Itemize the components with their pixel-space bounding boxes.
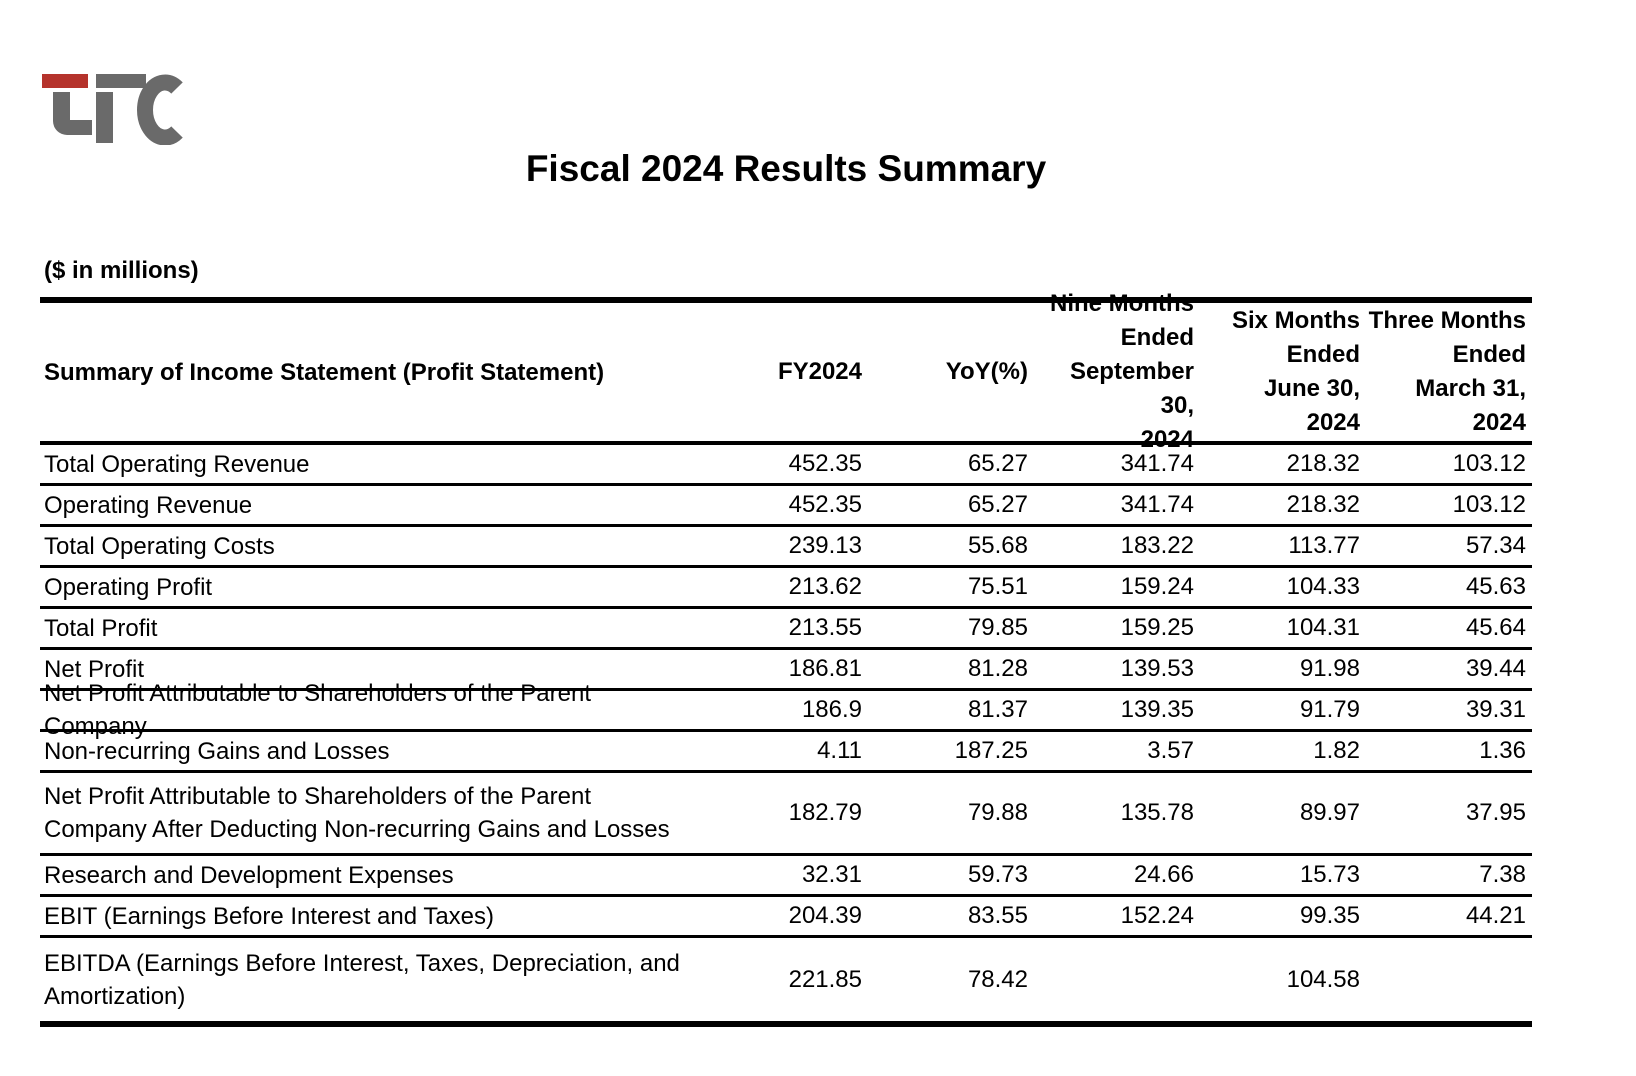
cell-value: 139.35 [1120, 696, 1194, 723]
lfc-logo [40, 72, 193, 145]
cell-value: 135.78 [1120, 799, 1194, 826]
column-header [868, 355, 1034, 389]
cell-value: 81.37 [967, 696, 1028, 723]
table-row [40, 773, 1532, 856]
cell-value: 65.27 [967, 450, 1028, 477]
column-header [702, 355, 868, 389]
cell-value: 32.31 [801, 861, 862, 888]
cell-value: 113.77 [1288, 532, 1360, 559]
cell-value: 152.24 [1120, 902, 1194, 929]
cell-value: 99.35 [1299, 902, 1360, 929]
row-label: Operating Profit [44, 573, 213, 601]
column-header-line: FY2024 [777, 358, 862, 385]
cell-value: 37.95 [1465, 799, 1526, 826]
column-header-line: Nine Months [1050, 290, 1194, 317]
cell-value: 3.57 [1147, 737, 1194, 764]
row-label: Total Profit [44, 614, 158, 642]
column-header-line: 2024 [1140, 426, 1194, 453]
table-row [40, 897, 1532, 938]
units-note: ($ in millions) [44, 257, 199, 284]
cell-value: 218.32 [1286, 491, 1360, 518]
cell-value: 83.55 [967, 902, 1028, 929]
cell-value: 182.79 [788, 799, 862, 826]
column-header-line: YoY(%) [945, 358, 1028, 385]
cell-value: 81.28 [967, 655, 1028, 682]
column-header-line: Ended [1120, 324, 1194, 351]
cell-value: 39.31 [1465, 696, 1526, 723]
cell-value: 452.35 [788, 491, 862, 518]
cell-value: 79.85 [967, 614, 1028, 641]
page-title: Fiscal 2024 Results Summary [525, 148, 1047, 189]
row-label: Non-recurring Gains and Losses [44, 737, 390, 765]
cell-value: 44.21 [1465, 902, 1526, 929]
cell-value: 65.27 [967, 491, 1028, 518]
column-header-line: September 30, [1069, 358, 1194, 419]
cell-value: 186.81 [788, 655, 862, 682]
cell-value: 159.25 [1120, 614, 1194, 641]
cell-value: 104.31 [1286, 614, 1360, 641]
cell-value: 139.53 [1120, 655, 1194, 682]
income-statement-table [40, 290, 1532, 1027]
cell-value: 91.79 [1299, 696, 1360, 723]
cell-value: 452.35 [788, 450, 862, 477]
cell-value: 204.39 [788, 902, 862, 929]
column-header-line: 2024 [1306, 409, 1360, 436]
cell-value: 45.64 [1465, 614, 1526, 641]
table-header-row [40, 290, 1532, 453]
cell-value: 187.25 [954, 737, 1028, 764]
cell-value: 213.62 [788, 573, 862, 600]
column-header [1200, 304, 1366, 440]
column-header-line: Six Months [1231, 307, 1360, 334]
cell-value: 91.98 [1299, 655, 1360, 682]
column-header-line: March 31, [1415, 375, 1526, 402]
column-header-line: 2024 [1472, 409, 1526, 436]
cell-value: 4.11 [817, 737, 862, 764]
cell-value: 103.12 [1452, 450, 1526, 477]
table-row [40, 445, 1532, 486]
cell-value: 341.74 [1120, 450, 1194, 477]
lfc-logo-icon [40, 72, 193, 145]
table-row [40, 856, 1532, 897]
column-header-line: Ended [1452, 341, 1526, 368]
table-row [40, 568, 1532, 609]
cell-value: 78.42 [967, 965, 1028, 993]
row-label: Research and Development Expenses [44, 861, 454, 889]
cell-value: 159.24 [1120, 573, 1194, 600]
table-body [40, 445, 1532, 1021]
cell-value: 183.22 [1120, 532, 1194, 559]
cell-value: 1.82 [1313, 737, 1360, 764]
row-label: Net Profit Attributable to Shareholders of the Parent Company After Deducting Non-recurring Gains and Losses [44, 783, 670, 843]
column-header [1034, 287, 1200, 457]
cell-value: 104.58 [1286, 965, 1360, 993]
row-label: Net Profit [44, 655, 145, 683]
cell-value: 341.74 [1120, 491, 1194, 518]
cell-value: 213.55 [788, 614, 862, 641]
column-header-line: Ended [1286, 341, 1360, 368]
row-label: Total Operating Costs [44, 532, 275, 560]
cell-value: 39.44 [1465, 655, 1526, 682]
cell-value: 59.73 [967, 861, 1028, 888]
row-label: EBITDA (Earnings Before Interest, Taxes, Depreciation, and Amortization) [44, 949, 680, 1010]
row-label: Operating Revenue [44, 491, 253, 519]
cell-value: 1.36 [1479, 737, 1526, 764]
table-row [40, 938, 1532, 1021]
cell-value: 103.12 [1452, 491, 1526, 518]
cell-value: 15.73 [1299, 861, 1360, 888]
cell-value: 186.9 [801, 696, 862, 723]
cell-value: 218.32 [1286, 450, 1360, 477]
cell-value: 104.33 [1286, 573, 1360, 600]
row-label: Total Operating Revenue [44, 450, 310, 478]
row-label: Net Profit Attributable to Shareholders of the Parent Company [44, 680, 591, 740]
cell-value: 55.68 [967, 532, 1028, 559]
cell-value: 221.85 [788, 965, 862, 993]
table-row [40, 680, 1532, 740]
column-header [1366, 304, 1532, 440]
cell-value: 24.66 [1133, 861, 1194, 888]
cell-value: 239.13 [788, 532, 862, 559]
table-label-header: Summary of Income Statement (Profit Statement) [44, 358, 605, 386]
column-header-line: June 30, [1263, 375, 1360, 402]
table-row [40, 732, 1532, 773]
cell-value: 75.51 [967, 573, 1028, 600]
cell-value: 45.63 [1465, 573, 1526, 600]
table-row [40, 609, 1532, 650]
cell-value: 89.97 [1299, 799, 1360, 826]
cell-value: 57.34 [1465, 532, 1526, 559]
cell-value: 79.88 [967, 799, 1028, 826]
column-header-line: Three Months [1368, 307, 1526, 334]
row-label: EBIT (Earnings Before Interest and Taxes) [44, 902, 495, 930]
cell-value: 7.38 [1479, 861, 1526, 888]
table-row [40, 486, 1532, 527]
table-row [40, 527, 1532, 568]
